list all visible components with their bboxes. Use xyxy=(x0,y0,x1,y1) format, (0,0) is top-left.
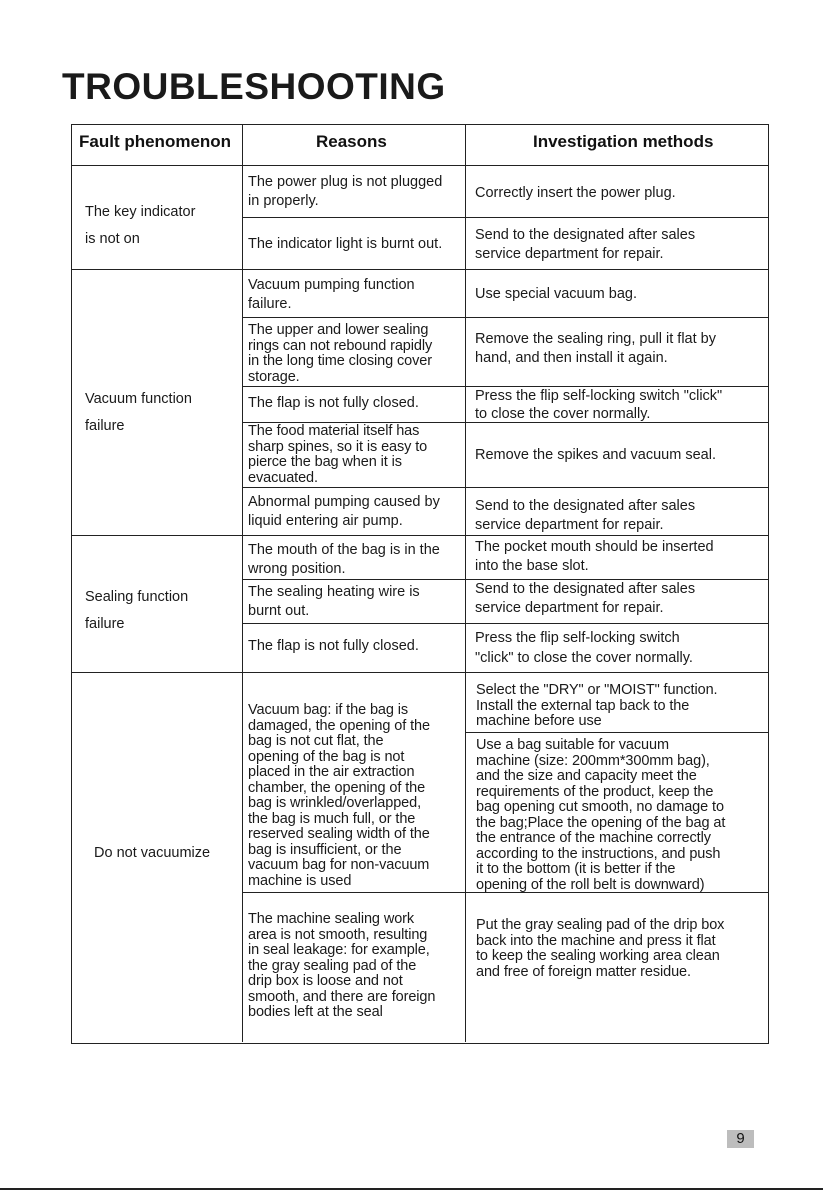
text-line: Select the "DRY" or "MOIST" function. xyxy=(476,682,718,698)
text-line: requirements of the product, keep the xyxy=(476,783,714,800)
text-line: the entrance of the machine correctly xyxy=(476,830,711,846)
text-line: chamber, the opening of the xyxy=(248,779,426,796)
text-line: smooth, and there are foreign xyxy=(248,988,436,1005)
text-line: rings can not rebound rapidly xyxy=(248,337,433,354)
method-cell xyxy=(475,580,695,618)
text-line: and free of foreign matter residue. xyxy=(476,963,691,980)
text-line: it to the bottom (it is better if the xyxy=(476,861,676,877)
text-line: Vacuum function xyxy=(85,391,192,407)
text-line: Install the external tap back to the xyxy=(476,697,690,714)
text-line: area is not smooth, resulting xyxy=(248,926,428,943)
text-line: Send to the designated after sales xyxy=(475,498,696,514)
reason-cell xyxy=(248,493,440,531)
page-number: 9 xyxy=(727,1130,754,1148)
text-line: Remove the spikes and vacuum seal. xyxy=(475,447,716,463)
text-line: wrong position. xyxy=(248,561,346,577)
text-line: opening of the roll belt is downward) xyxy=(476,876,705,893)
reason-cell xyxy=(248,276,415,314)
text-line: the bag is much full, or the xyxy=(248,810,416,827)
method-cell xyxy=(475,286,637,303)
text-line: failure xyxy=(85,616,125,632)
header-reasons: Reasons xyxy=(316,132,387,151)
text-line: Send to the designated after sales xyxy=(475,227,696,243)
reason-cell xyxy=(248,638,419,655)
text-line: Put the gray sealing pad of the drip box xyxy=(476,917,725,933)
text-line: The food material itself has xyxy=(248,423,420,439)
text-line: back into the machine and press it flat xyxy=(476,932,716,949)
fault-cell xyxy=(85,199,195,253)
header-fault: Fault phenomenon xyxy=(79,132,232,151)
text-line: evacuated. xyxy=(248,469,318,486)
text-line: Use a bag suitable for vacuum xyxy=(476,737,669,753)
text-line: the bag;Place the opening of the bag at xyxy=(476,814,726,831)
text-line: damaged, the opening of the xyxy=(248,717,430,734)
method-cell xyxy=(475,538,714,576)
text-line: The flap is not fully closed. xyxy=(248,395,419,411)
text-line: Vacuum bag: if the bag is xyxy=(248,702,409,718)
text-line: to close the cover normally. xyxy=(475,406,651,422)
text-line: machine (size: 200mm*300mm bag), xyxy=(476,752,710,769)
method-cell xyxy=(475,387,722,423)
text-line: bag is wrinkled/overlapped, xyxy=(248,795,422,811)
text-line: service department for repair. xyxy=(475,600,664,616)
text-line: machine is used xyxy=(248,872,352,889)
method-cell xyxy=(475,330,716,368)
method-cell xyxy=(476,738,725,893)
text-line: in seal leakage: for example, xyxy=(248,942,430,958)
text-line: Sealing function xyxy=(85,589,189,605)
bottom-divider xyxy=(0,1188,823,1190)
text-line: The flap is not fully closed. xyxy=(248,638,419,654)
text-line: Remove the sealing ring, pull it flat by xyxy=(475,331,716,347)
text-line: is not on xyxy=(85,231,140,247)
text-line: Vacuum pumping function xyxy=(248,277,415,293)
text-line: bodies left at the seal xyxy=(248,1004,383,1020)
text-line: Abnormal pumping caused by xyxy=(248,494,440,510)
text-line: failure xyxy=(85,418,125,434)
text-line: to keep the sealing working area clean xyxy=(476,948,720,964)
text-line: hand, and then install it again. xyxy=(475,350,668,366)
fault-cell xyxy=(85,386,192,440)
text-line: opening of the bag is not xyxy=(248,748,405,765)
text-line: service department for repair. xyxy=(475,246,664,262)
text-line: bag is insufficient, or the xyxy=(248,841,402,858)
method-cell xyxy=(476,683,717,730)
reason-cell xyxy=(248,236,442,253)
text-line: machine before use xyxy=(476,713,602,729)
text-line: Use special vacuum bag. xyxy=(475,286,637,302)
text-line: according to the instructions, and push xyxy=(476,845,721,862)
text-line: service department for repair. xyxy=(475,517,664,533)
text-line: the gray sealing pad of the xyxy=(248,957,417,974)
reason-cell xyxy=(248,912,435,1021)
text-line: and the size and capacity meet the xyxy=(476,768,697,784)
text-line: into the base slot. xyxy=(475,558,589,574)
text-line: Press the flip self-locking switch "click" xyxy=(475,388,723,404)
text-line: The machine sealing work xyxy=(248,911,415,927)
text-line: sharp spines, so it is easy to xyxy=(248,438,428,455)
text-line: The upper and lower sealing xyxy=(248,322,429,338)
fault-cell xyxy=(85,584,188,638)
method-cell xyxy=(476,918,724,980)
text-line: The key indicator xyxy=(85,204,196,220)
reason-cell xyxy=(248,583,420,621)
method-cell xyxy=(475,447,716,464)
text-line: "click" to close the cover normally. xyxy=(475,650,693,666)
reason-cell xyxy=(248,323,432,385)
text-line: placed in the air extraction xyxy=(248,764,415,780)
text-line: The indicator light is burnt out. xyxy=(248,236,443,252)
reason-cell xyxy=(248,703,430,889)
text-line: burnt out. xyxy=(248,603,310,619)
reason-cell xyxy=(248,424,427,486)
method-cell xyxy=(475,226,695,264)
text-line: The sealing heating wire is xyxy=(248,584,420,600)
text-line: The mouth of the bag is in the xyxy=(248,542,440,558)
reason-cell xyxy=(248,395,419,412)
text-line: failure. xyxy=(248,296,292,312)
fault-cell xyxy=(94,845,210,862)
reason-cell xyxy=(248,173,442,211)
text-line: vacuum bag for non-vacuum xyxy=(248,857,430,873)
text-line: Send to the designated after sales xyxy=(475,581,696,597)
page-title: TROUBLESHOOTING xyxy=(62,66,446,107)
text-line: reserved sealing width of the xyxy=(248,826,430,842)
text-line: in properly. xyxy=(248,193,319,209)
text-line: liquid entering air pump. xyxy=(248,513,403,529)
text-line: Correctly insert the power plug. xyxy=(475,185,676,201)
text-line: bag is not cut flat, the xyxy=(248,733,384,749)
text-line: The power plug is not plugged xyxy=(248,174,443,190)
text-line: The pocket mouth should be inserted xyxy=(475,539,714,555)
reason-cell xyxy=(248,541,440,579)
text-line: in the long time closing cover xyxy=(248,353,432,369)
text-line: drip box is loose and not xyxy=(248,973,403,989)
method-cell xyxy=(475,185,676,202)
method-cell xyxy=(475,628,693,668)
header-methods: Investigation methods xyxy=(533,132,714,151)
text-line: storage. xyxy=(248,368,300,385)
text-line: pierce the bag when it is xyxy=(248,454,402,470)
text-line: bag opening cut smooth, no damage to xyxy=(476,799,724,815)
text-line: Do not vacuumize xyxy=(94,845,211,861)
text-line: Press the flip self-locking switch xyxy=(475,630,680,646)
method-cell xyxy=(475,497,695,535)
